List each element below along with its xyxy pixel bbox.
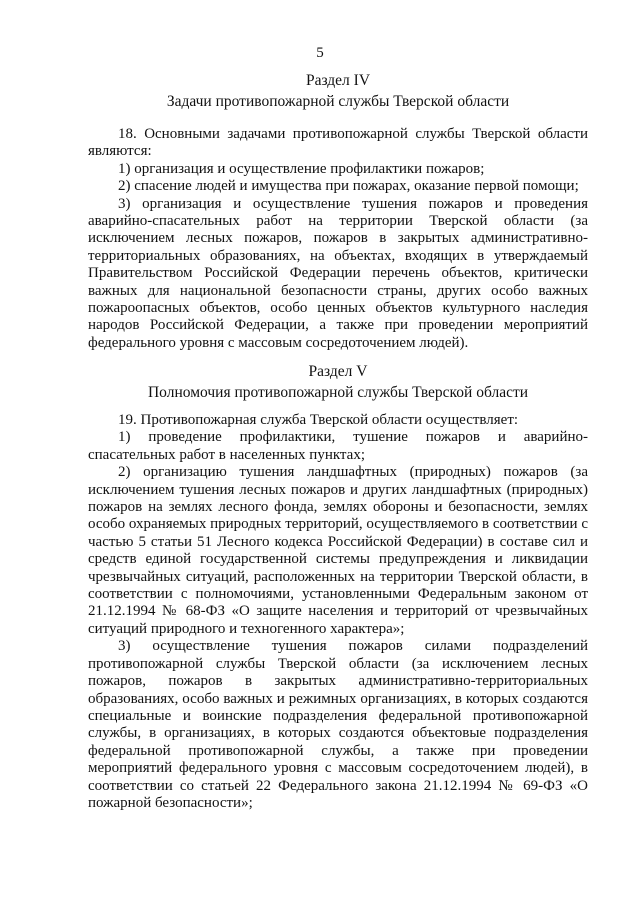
section-4-subtitle: Задачи противопожарной службы Тверской области	[166, 93, 510, 110]
paragraph-19: 19. Противопожарная служба Тверской области осуществляет:	[118, 412, 519, 428]
section-4-body	[88, 126, 588, 352]
paragraph-19-item-2: 2) организацию тушения ландшафтных (природных) пожаров (за исключением тушения лесных пожаров и других ландшафтных (природных) пожаров на землях лесного фонда, землях обороны и безопасности, землях особо охраняемых природных территорий, осуществляемого в соответствии с частью 5 статьи 51 Лесного кодекса Российской Федерации) в составе сил и средств единой государственной системы предупреждения и ликвидации чрезвычайных ситуаций, расположенных на территории Тверской области, в соответствии с полномочиями, установленными Федеральным законом от 21.12.1994 № 68-ФЗ «О защите населения и территорий от чрезвычайных ситуаций природного и техногенного характера»;	[88, 464, 588, 637]
paragraph-18-item-3: 3) организация и осуществление тушения пожаров и проведения аварийно-спасательных работ на территории Тверской области (за исключением лесных пожаров, пожаров в закрытых административно-территориальных образованиях, на объектах, входящих в утверждаемый Правительством Российской Федерации перечень объектов, критически важных для национальной безопасности страны, других особо важных пожароопасных объектов, особо ценных объектов культурного наследия народов Российской Федерации, а также при проведении мероприятий федерального уровня с массовым сосредоточением людей).	[88, 195, 588, 351]
paragraph-18-item-2: 2) спасение людей и имущества при пожарах, оказание первой помощи;	[118, 178, 579, 195]
section-5-heading	[88, 361, 588, 403]
paragraph-18-item-1: 1) организация и осуществление профилактики пожаров;	[118, 160, 485, 177]
paragraph-19-item-3: 3) осуществление тушения пожаров силами подразделений противопожарной службы Тверской области (за исключением лесных пожаров, пожаров в закрытых административно-территориальных образованиях, особо важных и режимных организациях, в которых создаются специальные и воинские подразделения федеральной противопожарной службы, в организациях, в которых создаются объектовые подразделения федеральной противопожарной службы, а также при проведении мероприятий федерального уровня с массовым сосредоточением людей), в соответствии со статьей 22 Федерального закона 21.12.1994 № 69-ФЗ «О пожарной безопасности»;	[88, 638, 588, 811]
page-number: 5	[316, 45, 324, 61]
paragraph-18: 18. Основными задачами противопожарной службы Тверской области являются:	[88, 126, 588, 160]
section-4-heading	[88, 70, 588, 112]
section-5-body	[88, 412, 588, 812]
section-5-title: Раздел V	[308, 363, 368, 380]
paragraph-19-item-1: 1) проведение профилактики, тушение пожаров и аварийно-спасательных работ в населенных пунктах;	[88, 429, 588, 463]
section-4-title: Раздел IV	[305, 72, 371, 89]
section-5-subtitle: Полномочия противопожарной службы Тверской области	[147, 384, 529, 401]
